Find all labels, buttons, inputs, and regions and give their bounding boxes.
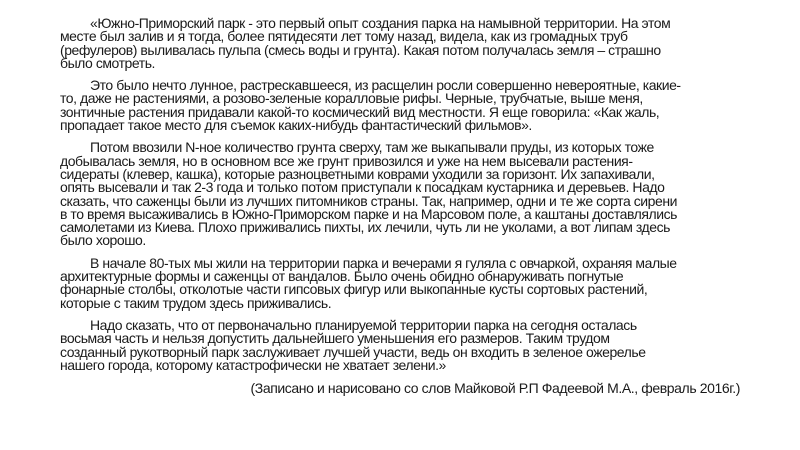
text-line: созданный рукотворный парк заслуживает лучшей участи, ведь он входить в зеленое ожерелье — [60, 343, 646, 360]
text-line: было хорошо. — [60, 232, 146, 249]
text-line: добывалась земля, но в основном все же грунт привозился и уже на нем высевали растения- — [60, 152, 633, 169]
text-line: Это было нечто лунное, растрескавшееся, из расщелин росли совершенно невероятные, какие- — [90, 77, 681, 94]
text-line: опять высевали и так 2-3 года и только потом приступали к посадкам кустарника и деревьев. Надо — [60, 179, 665, 196]
text-line: было смотреть. — [60, 54, 156, 71]
paragraph — [60, 141, 750, 247]
text-line: нашего города, которому катастрофически не хватает зелени.» — [60, 356, 446, 373]
paragraph — [60, 17, 750, 70]
paragraph — [60, 79, 750, 132]
text-line: пропадает такое место для съемок каких-нибудь фантастический фильмов». — [60, 117, 532, 134]
text-line: (рефулеров) выливалась пульпа (смесь воды и грунта). Какая потом получалась земля – страшно — [60, 41, 661, 58]
text-line: сидераты (клевер, кашка), которые разноцветными коврами уходили за горизонт. Их запахивали, — [60, 165, 655, 182]
text-line: фонарные столбы, отколотые части гипсовых фигур или выкопанные кусты сортовых растений, — [60, 281, 648, 298]
text-line: Надо сказать, что от первоначально планируемой территории парка на сегодня осталась — [90, 316, 637, 333]
paragraph — [60, 254, 750, 311]
text-line: которые с таким трудом здесь приживались. — [60, 294, 332, 311]
text-line: в то время высаживались в Южно-Приморском парке и на Марсовом поле, а каштаны доставлялись — [60, 205, 677, 222]
text-line: сказать, что саженцы были из лучших питомников страны. Так, например, одни и те же сорта сирени — [60, 192, 677, 209]
paragraph — [60, 316, 750, 373]
text-line: архитектурные формы и саженцы от вандалов. Было очень обидно обнаруживать погнутые — [60, 268, 624, 285]
text-line: месте был залив и я тогда, более пятидесяти лет тому назад, видела, как из громадных труб — [60, 28, 628, 45]
text-line: зонтичные растения придавали какой-то космический вид местности. Я еще говорила: «Как жаль, — [60, 103, 660, 120]
text-line: то, даже не растениями, а розово-зеленые коралловые рифы. Черные, трубчатые, выше меня, — [60, 90, 643, 107]
text-line: Потом ввозили N-ное количество грунта сверху, там же выкапывали пруды, из которых тоже — [90, 139, 654, 156]
text-line: «Южно-Приморский парк - это первый опыт создания парка на намывной территории. На этом — [90, 15, 671, 31]
signature-caption: (Записано и нарисовано со слов Майковой Р.П Фадеевой М.А., февраль 2016г.) — [250, 380, 740, 396]
text-line: самолетами из Киева. Плохо приживались пихты, их лечили, чуть ли не уколами, а вот липам здесь — [60, 219, 671, 236]
text-line: восьмая часть и нельзя допустить дальнейшего уменьшения его размеров. Таким трудом — [60, 330, 610, 347]
text-line: В начале 80-тых мы жили на территории парка и вечерами я гуляла с овчаркой, охраняя малые — [90, 254, 677, 271]
document-body — [60, 17, 750, 381]
